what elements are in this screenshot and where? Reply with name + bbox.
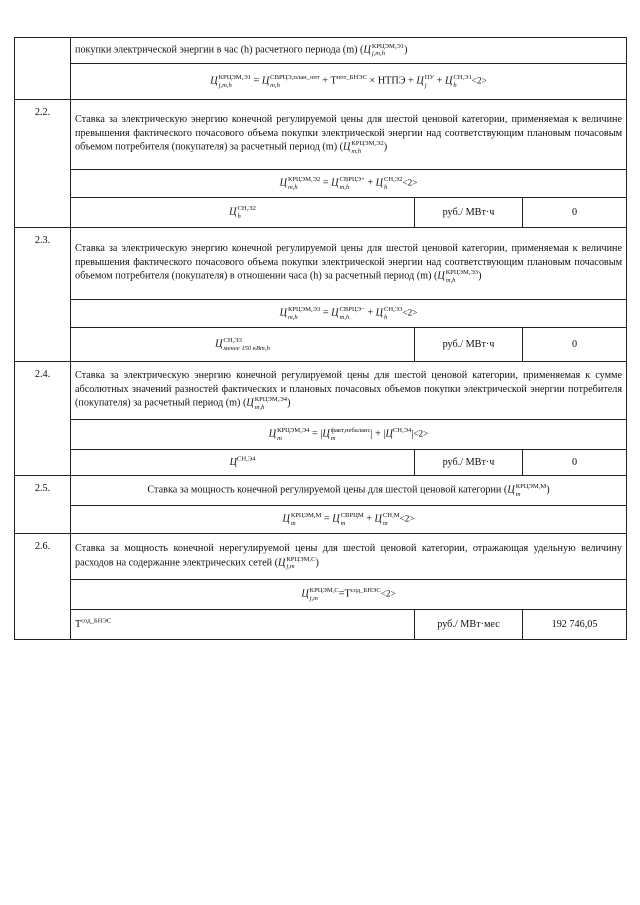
row-description: Ставка за мощность конечной нерегулируемой цены для шестой ценовой категории, отражающая удельную величину расходов на содержание электрических сетей (Ц КРЦЭМ,С j,m ) [71, 534, 627, 580]
parameter-symbol: Ц СН,Э3 менее 150 кВт,h [71, 328, 415, 362]
row-number: 2.4. [15, 362, 71, 476]
parameter-unit: руб./ МВт·ч [415, 198, 523, 228]
formula-row [15, 64, 627, 100]
row-description: Ставка за электрическую энергию конечной регулируемой цены для шестой ценовой категории, применяемая к величине превышения фактического почасового объема покупки электрической энергии над соответствующим плановым почасовым объемом потребителя (покупателя) за расчетный период (m) (Ц КРЦЭМ,Э2 m,h ) [71, 100, 627, 170]
row-description: Ставка за мощность конечной регулируемой цены для шестой ценовой категории (Ц КРЦЭМ,М m ) [71, 476, 627, 506]
parameter-row [15, 610, 627, 640]
parameter-unit: руб./ МВт·мес [415, 610, 523, 640]
table-row [15, 362, 627, 420]
formula-cell: Ц КРЦЭМ,Э1 j,m,h = Ц СВРЦЭ,план_опт m,h + $Т^{пот\_БНЭС}$ × НТПЭ + Ц ПУ j + Ц СН,Э1 h <2> [71, 64, 627, 100]
parameter-value: 0 [523, 198, 627, 228]
parameter-symbol: $Ц^{СН,Э4}$ [71, 450, 415, 476]
formula-row [15, 300, 627, 328]
formula-row [15, 420, 627, 450]
row-description: Ставка за электрическую энергию конечной регулируемой цены для шестой ценовой категории, применяемая к сумме абсолютных значений разностей фактических и плановых почасовых объемов покупки электрической энергии потребителя (покупателя) за расчетный период (m) (Ц КРЦЭМ,Э4 m,h ) [71, 362, 627, 420]
parameter-unit: руб./ МВт·ч [415, 328, 523, 362]
formula-cell: Ц КРЦЭМ,Э2 m,h = Ц СВРЦЭ+ m,h + Ц СН,Э2 h <2> [71, 170, 627, 198]
formula-row [15, 506, 627, 534]
formula-cell: Ц КРЦЭМ,Э4 m = |Ц факт,небаланс m | + $|Ц^{СН,Э4}|<2>$ [71, 420, 627, 450]
formula-row [15, 580, 627, 610]
parameter-value: 0 [523, 328, 627, 362]
tariff-table [14, 37, 627, 640]
table-row [15, 38, 627, 64]
parameter-value: 0 [523, 450, 627, 476]
row-number: 2.6. [15, 534, 71, 640]
row-number: 2.2. [15, 100, 71, 228]
parameter-symbol: $Т^{сод\_БНЭС}$ [71, 610, 415, 640]
formula-cell: Ц КРЦЭМ,С j,m $=Т^{сод\_БНЭС}<2>$ [71, 580, 627, 610]
table-row [15, 476, 627, 506]
table-row [15, 228, 627, 300]
row-number-cell [15, 38, 71, 100]
parameter-row [15, 198, 627, 228]
formula-cell: Ц КРЦЭМ,М m = Ц СВРЦМ m + Ц СН,М m <2> [71, 506, 627, 534]
row-number: 2.3. [15, 228, 71, 362]
table-row [15, 100, 627, 170]
parameter-unit: руб./ МВт·ч [415, 450, 523, 476]
parameter-symbol: Ц СН,Э2 h [71, 198, 415, 228]
row-description: Ставка за электрическую энергию конечной регулируемой цены для шестой ценовой категории, применяемая к величине превышения фактического почасового объема покупки электрической энергии над соответствующим плановым почасовым объемом потребителя (покупателя) в отношении часа (h) за расчетный период (m) (Ц КРЦЭМ,Э3 m,h ) [71, 228, 627, 300]
parameter-row [15, 450, 627, 476]
document-page [14, 37, 626, 640]
parameter-value: 192 746,05 [523, 610, 627, 640]
row-number: 2.5. [15, 476, 71, 534]
formula-cell: Ц КРЦЭМ,Э3 m,h = Ц СВРЦЭ− m,h + Ц СН,Э3 h <2> [71, 300, 627, 328]
formula-row [15, 170, 627, 198]
parameter-row [15, 328, 627, 362]
table-row [15, 534, 627, 580]
row-description: покупки электрической энергии в час (h) расчетного периода (m) (Ц КРЦЭМ,Э1 j,m,h ) [71, 38, 627, 64]
